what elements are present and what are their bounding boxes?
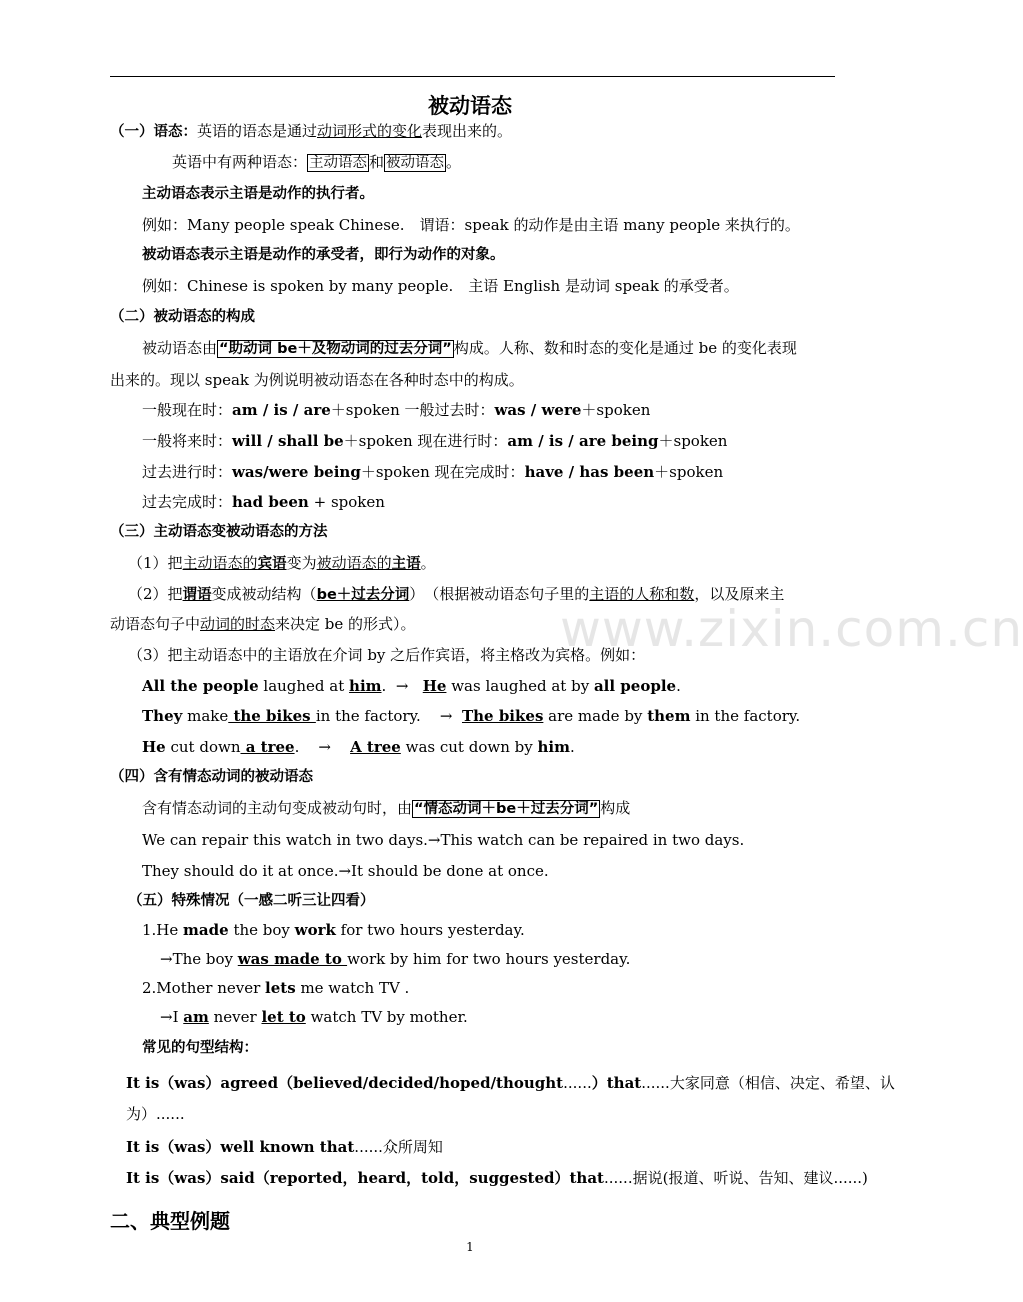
section5-heading: （五）特殊情况（一感二听三让四看） [128, 893, 375, 909]
section-two-heading: 二、典型例题 [110, 1209, 230, 1233]
pattern-3: It is（was）said（reported，heard，told，suggested）that......据说(报道、听说、告知、建议......) [126, 1169, 868, 1187]
modal-box: “情态动词＋be＋过去分词” [414, 801, 599, 817]
header-rule [110, 76, 835, 77]
tense-row-4: 过去完成时：had been + spoken [142, 493, 385, 511]
section2-heading: （二）被动语态的构成 [110, 309, 255, 325]
pattern-1-cont: 为）...... [126, 1105, 185, 1123]
example-active: 例如：Many people speak Chinese. 谓语：speak 的动作是由主语 many people 来执行的。 [142, 216, 800, 234]
formation-line2: 出来的。现以 speak 为例说明被动语态在各种时态中的构成。 [110, 371, 524, 389]
special-example-2-passive: →I am never let to watch TV by mother. [160, 1008, 468, 1026]
section4-heading: （四）含有情态动词的被动语态 [110, 769, 313, 785]
pattern-2: It is（was）well known that......众所周知 [126, 1138, 443, 1156]
formation-box: “助动词 be＋及物动词的过去分词” [219, 341, 452, 357]
example-passive: 例如：Chinese is spoken by many people. 主语 English 是动词 speak 的承受者。 [142, 277, 739, 295]
special-example-2: 2.Mother never lets me watch TV . [142, 979, 410, 997]
common-patterns-heading: 常见的句型结构： [142, 1040, 258, 1056]
modal-example-2: They should do it at once.→It should be done at once. [142, 862, 549, 880]
tense-row-1: 一般现在时：am / is / are＋spoken 一般过去时：was / were＋spoken [142, 401, 651, 419]
special-example-1-passive: →The boy was made to work by him for two hours yesterday. [160, 950, 631, 968]
passive-voice-box: 被动语态 [386, 155, 445, 171]
pattern-1: It is（was）agreed（believed/decided/hoped/thought......）that......大家同意（相信、决定、希望、认 [126, 1074, 895, 1092]
passive-definition: 被动语态表示主语是动作的承受者，即行为动作的对象。 [142, 247, 505, 263]
tense-row-2: 一般将来时：will / shall be＋spoken 现在进行时：am / is / are being＋spoken [142, 432, 728, 450]
page-title: 被动语态 [428, 94, 512, 118]
section1-line1: （一）语态：英语的语态是通过动词形式的变化表现出来的。 [110, 122, 513, 140]
method-1: （1）把主动语态的宾语变为被动语态的主语。 [128, 554, 436, 572]
tense-row-3: 过去进行时：was/were being＋spoken 现在完成时：have / has been＋spoken [142, 463, 724, 481]
method-3: （3）把主动语态中的主语放在介词 by 之后作宾语，将主格改为宾格。例如： [128, 646, 646, 664]
section1-heading: （一）语态： [110, 124, 197, 140]
active-voice-box: 主动语态 [309, 155, 368, 171]
voice-types-line: 英语中有两种语态： 主动语态 和 被动语态 。 [172, 153, 462, 171]
active-definition: 主动语态表示主语是动作的执行者。 [142, 186, 374, 202]
section3-heading: （三）主动语态变被动语态的方法 [110, 524, 328, 540]
modal-line: 含有情态动词的主动句变成被动句时，由 “情态动词＋be＋过去分词” 构成 [142, 799, 631, 817]
method-2-line1: （2）把谓语变成被动结构（be＋过去分词） （根据被动语态句子里的主语的人称和数，以及原来主 [128, 585, 785, 603]
example-line-2: They make the bikes in the factory. → The bikes are made by them in the factory. [142, 707, 801, 725]
modal-example-1: We can repair this watch in two days.→This watch can be repaired in two days. [142, 831, 745, 849]
watermark: www.zixin.com.cn [560, 600, 1023, 658]
method-2-line2: 动语态句子中动词的时态来决定 be 的形式）。 [110, 615, 416, 633]
page-number: 1 [466, 1240, 474, 1254]
special-example-1: 1.He made the boy work for two hours yesterday. [142, 921, 525, 939]
example-line-1: All the people laughed at him. → He was laughed at by all people. [142, 677, 681, 695]
formation-line1: 被动语态由 “助动词 be＋及物动词的过去分词” 构成。人称、数和时态的变化是通过 be 的变化表现 [142, 339, 797, 357]
example-line-3: He cut down a tree. → A tree was cut down by him. [142, 738, 575, 756]
